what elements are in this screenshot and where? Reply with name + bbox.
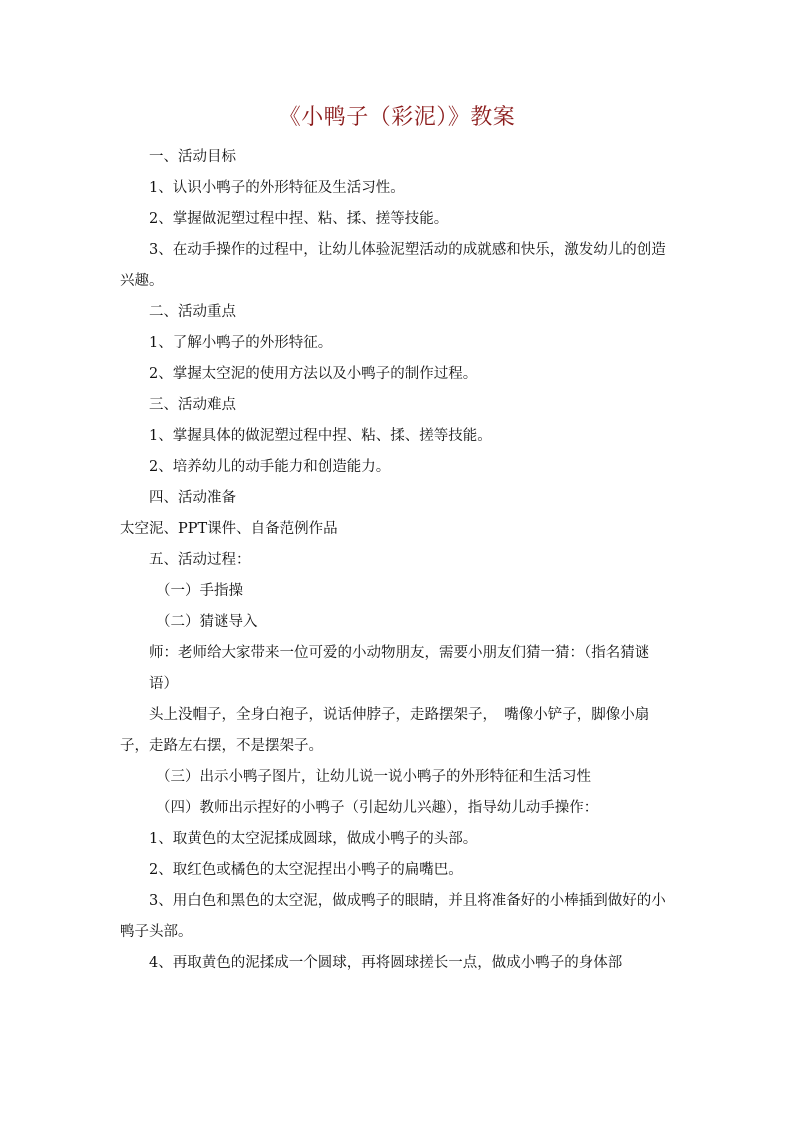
subheading: （二）猜谜导入 bbox=[156, 614, 258, 630]
section-heading-difficulties: 三、活动难点 bbox=[149, 397, 236, 413]
paragraph: 3、在动手操作的过程中，让幼儿体验泥塑活动的成就感和快乐，激发幼儿的创造兴趣。 bbox=[120, 242, 666, 289]
paragraph: 3、用白色和黑色的太空泥，做成鸭子的眼睛，并且将准备好的小棒插到做好的小鸭子头部。 bbox=[120, 893, 666, 940]
paragraph: 语） bbox=[149, 676, 178, 692]
paragraph: 1、掌握具体的做泥塑过程中捏、粘、揉、搓等技能。 bbox=[149, 428, 492, 444]
subheading: （三）出示小鸭子图片，让幼儿说一说小鸭子的外形特征和生活习性 bbox=[156, 769, 591, 785]
subheading: （四）教师出示捏好的小鸭子（引起幼儿兴趣），指导幼儿动手操作： bbox=[156, 800, 599, 816]
section-heading-process: 五、活动过程： bbox=[149, 552, 251, 568]
document-title: 《小鸭子（彩泥）》教案 bbox=[278, 105, 516, 130]
paragraph: 4、再取黄色的泥揉成一个圆球，再将圆球搓长一点，做成小鸭子的身体部 bbox=[149, 955, 623, 971]
paragraph: 1、认识小鸭子的外形特征及生活习性。 bbox=[149, 180, 405, 196]
document-body bbox=[120, 142, 676, 979]
paragraph: 2、掌握做泥塑过程中捏、粘、揉、搓等技能。 bbox=[149, 211, 449, 227]
paragraph: 师：老师给大家带来一位可爱的小动物朋友，需要小朋友们猜一猜：（指名猜谜 bbox=[149, 645, 650, 661]
section-heading-preparation: 四、活动准备 bbox=[149, 490, 236, 506]
paragraph: 1、了解小鸭子的外形特征。 bbox=[149, 335, 333, 351]
paragraph: 太空泥、PPT课件、自备范例作品 bbox=[120, 521, 338, 537]
paragraph: 2、掌握太空泥的使用方法以及小鸭子的制作过程。 bbox=[149, 366, 478, 382]
subheading: （一）手指操 bbox=[156, 583, 243, 599]
paragraph: 2、培养幼儿的动手能力和创造能力。 bbox=[149, 459, 391, 475]
section-heading-key-points: 二、活动重点 bbox=[149, 304, 236, 320]
riddle-paragraph: 头上没帽子，全身白袍子，说话伸脖子，走路摆架子， 嘴像小铲子，脚像小扇子，走路左右摆，不是摆架子。 bbox=[120, 707, 650, 754]
section-heading-goals: 一、活动目标 bbox=[149, 149, 236, 165]
paragraph: 2、取红色或橘色的太空泥捏出小鸭子的扁嘴巴。 bbox=[149, 862, 463, 878]
paragraph: 1、取黄色的太空泥揉成圆球，做成小鸭子的头部。 bbox=[149, 831, 478, 847]
